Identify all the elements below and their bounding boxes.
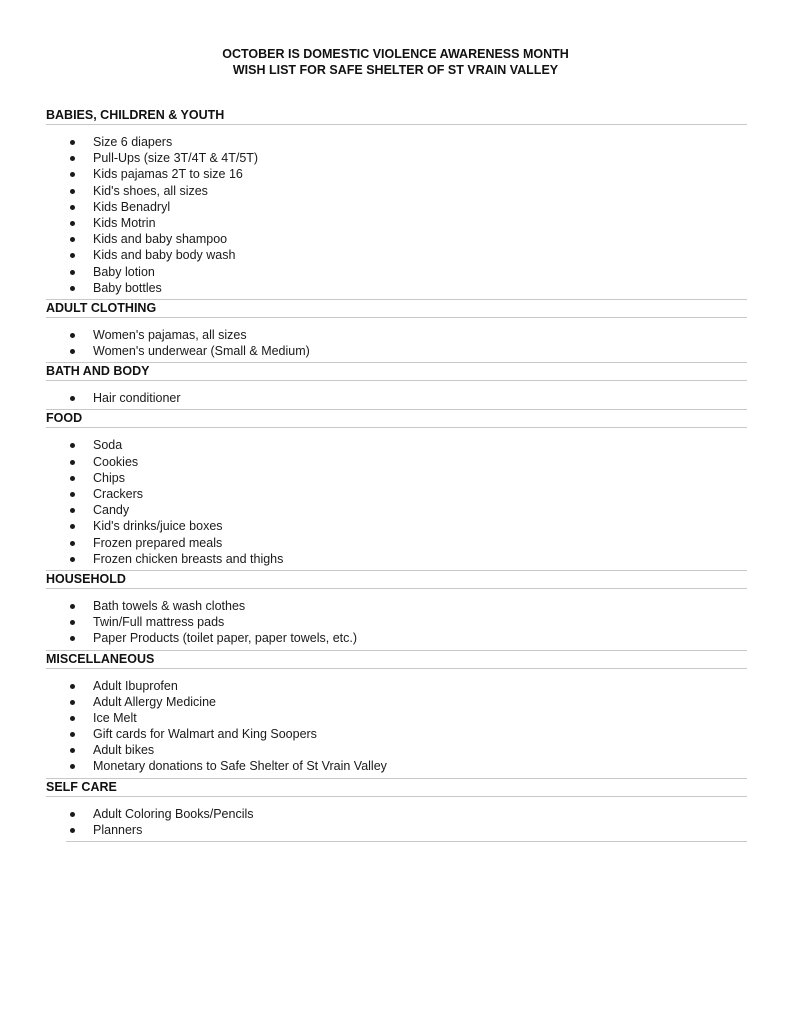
bullet-icon: [70, 716, 75, 721]
bullet-icon: [70, 508, 75, 513]
list-item: [46, 470, 747, 486]
bullet-icon: [70, 396, 75, 401]
bullet-icon: [70, 270, 75, 275]
bullet-icon: [70, 221, 75, 226]
list-item-label: Kid's drinks/juice boxes: [93, 519, 223, 534]
bullet-icon: [70, 604, 75, 609]
list-item: [46, 134, 747, 150]
list-item-label: Women's pajamas, all sizes: [93, 327, 247, 342]
list-item-label: Planners: [93, 822, 143, 837]
bullet-icon: [70, 253, 75, 258]
list-item-label: Kids and baby shampoo: [93, 232, 228, 247]
list-item: [46, 150, 747, 166]
list-item-label: Adult Ibuprofen: [93, 678, 178, 693]
wish-list: [46, 107, 747, 842]
list-item: [46, 390, 747, 406]
list-item-label: Crackers: [93, 487, 144, 501]
list-item: [46, 614, 747, 630]
item-list: [46, 589, 747, 650]
bottom-divider: [66, 841, 747, 842]
list-item: [46, 215, 747, 231]
section-heading: FOOD: [46, 410, 747, 428]
list-item-label: Adult Coloring Books/Pencils: [93, 806, 254, 821]
list-item-label: Adult bikes: [93, 743, 155, 758]
bullet-icon: [70, 172, 75, 177]
item-list: [46, 381, 747, 409]
list-item-label: Cookies: [93, 454, 139, 469]
bullet-icon: [70, 748, 75, 753]
bullet-icon: [70, 557, 75, 562]
list-item: [46, 710, 747, 726]
list-item: [46, 247, 747, 263]
list-item-label: Kids Benadryl: [93, 199, 171, 214]
section-heading: BABIES, CHILDREN & YOUTH: [46, 107, 747, 125]
bullet-icon: [70, 620, 75, 625]
section-babies-children-youth: [46, 107, 747, 299]
list-item: [46, 518, 747, 534]
list-item: [46, 758, 747, 774]
bullet-icon: [70, 524, 75, 529]
bullet-icon: [70, 443, 75, 448]
item-list: [46, 797, 747, 841]
bullet-icon: [70, 460, 75, 465]
list-item-label: Ice Melt: [93, 710, 137, 725]
list-item: [46, 535, 747, 551]
list-item-label: Frozen prepared meals: [93, 535, 223, 550]
list-item: [46, 280, 747, 296]
list-item: [46, 264, 747, 280]
page-title: [0, 46, 791, 78]
list-item-label: Kid's shoes, all sizes: [93, 183, 208, 198]
list-item-label: Bath towels & wash clothes: [93, 598, 246, 613]
list-item-label: Pull-Ups (size 3T/4T & 4T/5T): [93, 151, 259, 166]
title-line-2: WISH LIST FOR SAFE SHELTER OF ST VRAIN VALLEY: [232, 63, 559, 77]
bullet-icon: [70, 237, 75, 242]
bullet-icon: [70, 700, 75, 705]
bullet-icon: [70, 764, 75, 769]
list-item: [46, 598, 747, 614]
list-item-label: Paper Products (toilet paper, paper towels, etc.): [93, 631, 358, 646]
bullet-icon: [70, 140, 75, 145]
list-item-label: Size 6 diapers: [93, 135, 173, 149]
list-item: [46, 183, 747, 199]
list-item-label: Women's underwear (Small & Medium): [93, 344, 310, 359]
list-item-label: Candy: [93, 503, 130, 518]
list-item-label: Baby lotion: [93, 264, 155, 279]
bullet-icon: [70, 684, 75, 689]
bullet-icon: [70, 636, 75, 641]
bullet-icon: [70, 492, 75, 497]
list-item-label: Hair conditioner: [93, 391, 181, 406]
list-item: [46, 742, 747, 758]
list-item: [46, 199, 747, 215]
list-item: [46, 630, 747, 646]
list-item: [46, 166, 747, 182]
list-item-label: Frozen chicken breasts and thighs: [93, 551, 284, 566]
section-food: [46, 410, 747, 570]
list-item: [46, 678, 747, 694]
item-list: [46, 125, 747, 299]
bullet-icon: [70, 541, 75, 546]
list-item: [46, 694, 747, 710]
section-heading: ADULT CLOTHING: [46, 300, 747, 318]
list-item: [46, 822, 747, 838]
list-item: [46, 343, 747, 359]
item-list: [46, 318, 747, 362]
section-adult-clothing: [46, 300, 747, 362]
list-item-label: Adult Allergy Medicine: [93, 694, 216, 709]
item-list: [46, 428, 747, 570]
section-heading: MISCELLANEOUS: [46, 651, 747, 669]
bullet-icon: [70, 732, 75, 737]
list-item-label: Soda: [93, 438, 123, 453]
list-item-label: Kids Motrin: [93, 215, 156, 230]
list-item: [46, 502, 747, 518]
list-item: [46, 486, 747, 502]
list-item-label: Gift cards for Walmart and King Soopers: [93, 727, 317, 742]
list-item-label: Kids and baby body wash: [93, 248, 236, 263]
bullet-icon: [70, 349, 75, 354]
list-item: [46, 437, 747, 453]
list-item: [46, 231, 747, 247]
section-self-care: [46, 779, 747, 841]
bullet-icon: [70, 476, 75, 481]
section-heading: SELF CARE: [46, 779, 747, 797]
list-item: [46, 806, 747, 822]
section-miscellaneous: [46, 651, 747, 778]
bullet-icon: [70, 205, 75, 210]
bullet-icon: [70, 828, 75, 833]
list-item-label: Chips: [93, 470, 125, 485]
section-heading: HOUSEHOLD: [46, 571, 747, 589]
list-item: [46, 454, 747, 470]
section-household: [46, 571, 747, 650]
list-item: [46, 551, 747, 567]
list-item-label: Monetary donations to Safe Shelter of St Vrain Valley: [93, 759, 387, 774]
bullet-icon: [70, 286, 75, 291]
list-item-label: Twin/Full mattress pads: [93, 615, 225, 630]
bullet-icon: [70, 156, 75, 161]
list-item-label: Kids pajamas 2T to size 16: [93, 167, 243, 182]
bullet-icon: [70, 189, 75, 194]
bullet-icon: [70, 333, 75, 338]
item-list: [46, 669, 747, 778]
list-item: [46, 327, 747, 343]
section-heading: BATH AND BODY: [46, 363, 747, 381]
list-item: [46, 726, 747, 742]
bullet-icon: [70, 812, 75, 817]
list-item-label: Baby bottles: [93, 280, 162, 295]
title-line-1: OCTOBER IS DOMESTIC VIOLENCE AWARENESS MONTH: [222, 47, 569, 61]
section-bath-and-body: [46, 363, 747, 409]
